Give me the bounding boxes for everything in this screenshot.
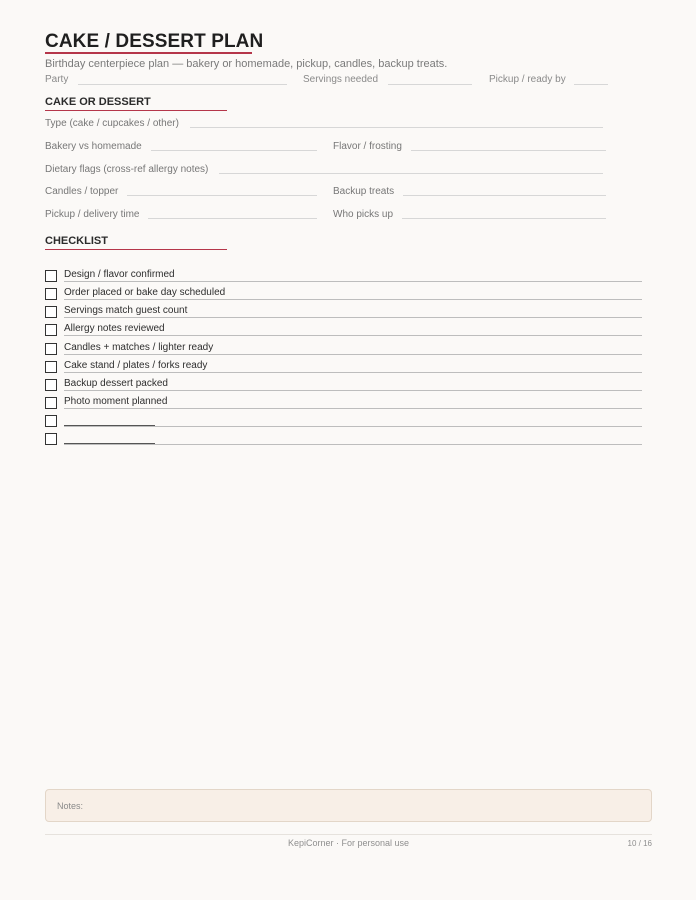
flavor-label: Flavor / frosting [333,141,402,152]
page-number: 10 / 16 [627,839,652,848]
checklist-item-blank[interactable] [45,414,642,428]
servings-label: Servings needed [303,74,379,85]
candles-label: Candles / topper [45,186,119,197]
checklist-section-title: CHECKLIST [45,235,108,247]
footer-divider [45,834,652,835]
checkbox[interactable] [45,343,57,355]
checklist-item[interactable] [45,305,642,319]
checklist-item-line [64,299,642,300]
checklist-item[interactable] [45,342,642,356]
checklist-item-line [64,372,642,373]
page-subtitle: Birthday centerpiece plan — bakery or homemade, pickup, candles, backup treats. [45,58,448,70]
backup-field[interactable] [403,195,606,196]
checkbox[interactable] [45,433,57,445]
dietary-label: Dietary flags (cross-ref allergy notes) [45,164,209,175]
footer-brand: KepiCorner · For personal use [287,838,410,848]
who-picks-up-label: Who picks up [333,209,394,220]
servings-field[interactable] [388,84,472,85]
bakery-homemade-field[interactable] [151,150,317,151]
checkbox[interactable] [45,361,57,373]
party-label: Party [45,74,69,85]
blank-entry-line[interactable] [64,425,155,426]
cake-section-rule [45,110,227,111]
candles-field[interactable] [127,195,317,196]
pickup-time-field[interactable] [148,218,317,219]
checklist-item-line [64,444,642,445]
checkbox[interactable] [45,324,57,336]
checklist-item-line [64,408,642,409]
checklist-item-line [64,281,642,282]
checkbox[interactable] [45,397,57,409]
type-field[interactable] [190,127,603,128]
checklist-item-blank[interactable] [45,432,642,446]
page-title: CAKE / DESSERT PLAN [45,31,264,52]
dietary-field[interactable] [219,173,603,174]
bakery-homemade-label: Bakery vs homemade [45,141,142,152]
party-field[interactable] [78,84,287,85]
checklist-item[interactable] [45,287,642,301]
checklist-item-label: Design / flavor confirmed [64,269,180,280]
flavor-field[interactable] [411,150,606,151]
checkbox[interactable] [45,415,57,427]
checklist-item-label: Photo moment planned [64,396,172,407]
checklist-section-rule [45,249,227,250]
backup-label: Backup treats [333,186,395,197]
checklist-item[interactable] [45,323,642,337]
checklist-item[interactable] [45,269,642,283]
checklist-item[interactable] [45,396,642,410]
pickup-time-label: Pickup / delivery time [45,209,140,220]
checklist-item-label: Backup dessert packed [64,378,173,389]
checkbox[interactable] [45,306,57,318]
checklist-item-line [64,354,642,355]
checklist-item-label: Order placed or bake day scheduled [64,287,230,298]
checklist-item[interactable] [45,360,642,374]
checkbox[interactable] [45,379,57,391]
pickup-ready-label: Pickup / ready by [489,74,566,85]
pickup-ready-field[interactable] [574,84,608,85]
notes-box[interactable] [45,789,652,822]
notes-label: Notes: [57,801,84,811]
checklist-item-label: Servings match guest count [64,305,192,316]
blank-entry-line[interactable] [64,443,155,444]
checklist-item-label: Cake stand / plates / forks ready [64,360,212,371]
checkbox[interactable] [45,288,57,300]
planner-page [45,0,652,900]
checklist-item-label: Candles + matches / lighter ready [64,342,218,353]
cake-section-title: CAKE OR DESSERT [45,96,151,108]
checklist-item-line [64,317,642,318]
checkbox[interactable] [45,270,57,282]
checklist-item-label: Allergy notes reviewed [64,323,170,334]
checklist-item[interactable] [45,378,642,392]
checklist-item-line [64,426,642,427]
who-picks-up-field[interactable] [402,218,606,219]
checklist-item-line [64,390,642,391]
type-label: Type (cake / cupcakes / other) [45,118,179,129]
checklist-item-line [64,335,642,336]
title-underline [45,52,252,54]
